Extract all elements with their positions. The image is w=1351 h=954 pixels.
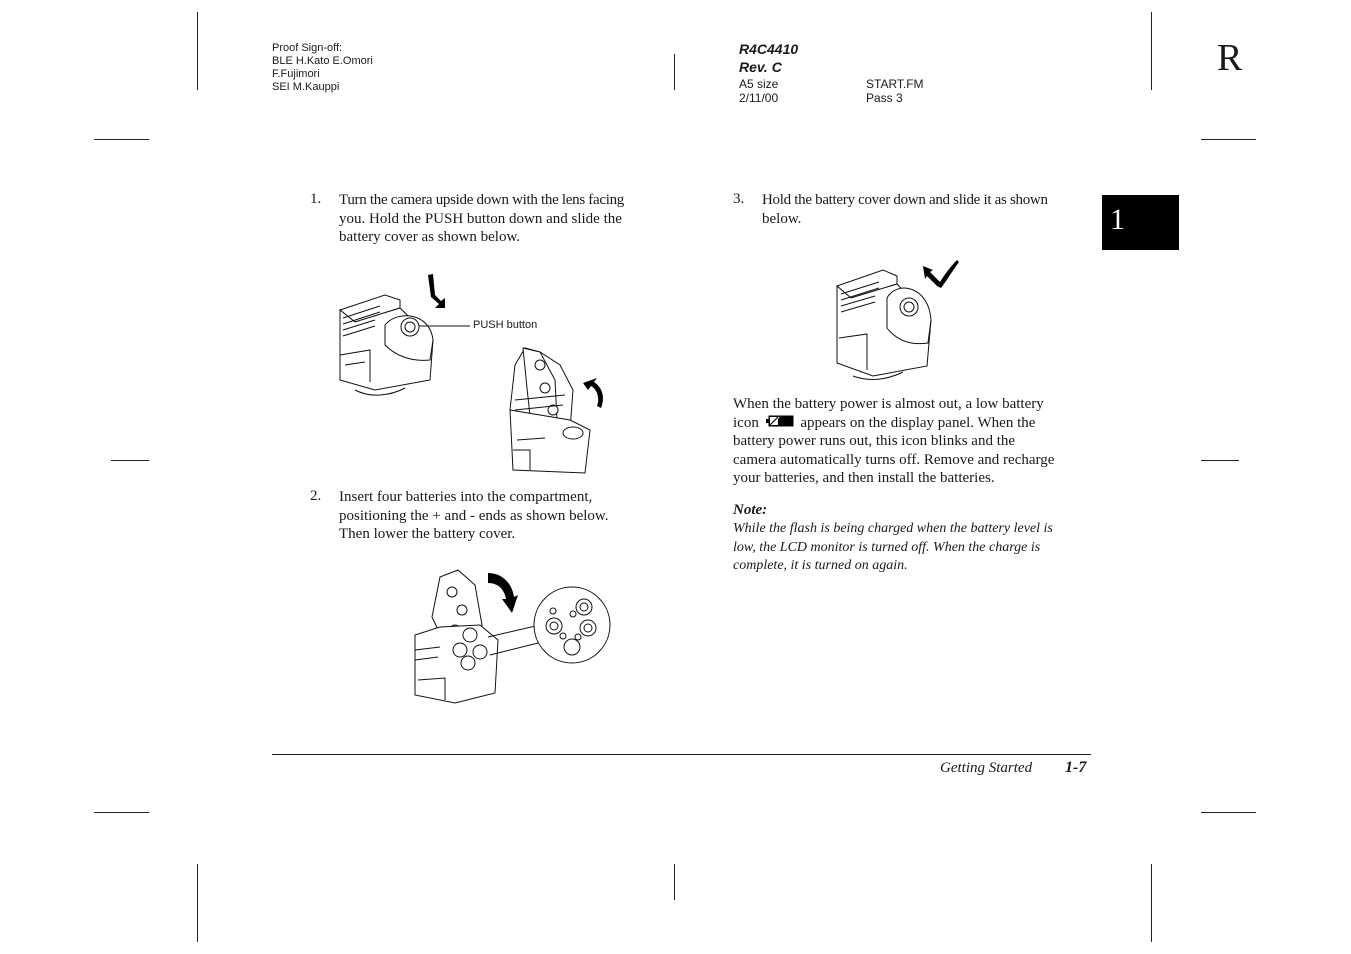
proof-line: F.Fujimori [272,68,320,80]
crop-mark [1201,139,1256,140]
file-name: START.FM [866,77,924,91]
text-fragment: appears on the display panel. When the [800,414,1036,431]
proof-line: Proof Sign-off: [272,42,343,54]
note-title: Note: [733,502,768,518]
crop-mark [674,864,675,900]
date: 2/11/00 [739,91,779,105]
crop-mark [94,139,149,140]
step-3-text [762,191,1102,228]
push-button-callout: PUSH button [473,319,538,331]
slide-arrow-icon [428,274,445,308]
figure-slide-cover [835,258,965,383]
step-1-text [339,191,679,247]
crop-mark [1151,864,1152,942]
crop-mark [94,812,149,813]
text-line: positioning the + and - ends as shown below. [339,507,609,524]
text-line: battery cover as shown below. [339,229,521,245]
camera-open-illustration [415,570,498,703]
text-line: When the battery power is almost out, a low battery [733,396,1044,412]
footer-rule [272,754,1091,755]
corner-letter: R [1217,37,1243,79]
page-size: A5 size [739,77,779,91]
low-battery-paragraph [733,395,1103,488]
chapter-tab [1102,195,1179,250]
revision: Rev. C [739,59,782,75]
low-battery-icon [765,414,795,433]
text-line: Hold the battery cover down and slide it as shown [762,192,1048,208]
crop-mark [111,460,149,461]
figure-open-battery-cover [335,270,615,480]
text-fragment: icon [733,414,759,431]
step-2-text [339,488,679,544]
crop-mark [674,54,675,90]
rotate-arrow-icon [583,378,603,408]
text-line: battery power runs out, this icon blinks and the [733,433,1016,450]
step-number: 1. [310,191,322,207]
camera-illustration [340,295,433,395]
text-line: complete, it is turned on again. [733,558,908,573]
text-line: low, the LCD monitor is turned off. When the charge is [733,539,1041,555]
note-text [733,520,1113,576]
text-line-with-icon [733,414,1103,433]
crop-mark [197,864,198,942]
figure-insert-batteries [410,565,615,710]
chapter-number: 1 [1110,203,1125,236]
crop-mark [1201,460,1239,461]
crop-mark [1201,812,1256,813]
proof-signoff [272,42,373,94]
doc-code: R4C4410 [739,41,799,57]
page-number: 1-7 [1065,759,1087,776]
step-number: 2. [310,488,322,504]
crop-mark [197,12,198,90]
footer-section: Getting Started [940,760,1033,776]
text-line: camera automatically turns off. Remove and recharge [733,451,1055,468]
crop-mark [1151,12,1152,90]
proof-line: SEI M.Kauppi [272,81,340,93]
step-number: 3. [733,191,745,207]
text-line: While the flash is being charged when the battery level is [733,521,1053,536]
battery-orientation-diagram [534,587,610,663]
pass: Pass 3 [866,91,903,105]
text-line: Then lower the battery cover. [339,526,516,542]
proof-line: BLE H.Kato E.Omori [272,55,373,67]
text-line: Insert four batteries into the compartment, [339,489,593,505]
camera-illustration [837,270,931,379]
slide-arrow-icon [923,260,959,288]
text-line: your batteries, and then install the batteries. [733,470,995,487]
text-line: below. [762,210,802,227]
close-arrow-icon [488,573,518,613]
text-line: you. Hold the PUSH button down and slide the [339,210,622,227]
camera-open-illustration [510,348,590,473]
text-line: Turn the camera upside down with the lens facing [339,192,624,208]
